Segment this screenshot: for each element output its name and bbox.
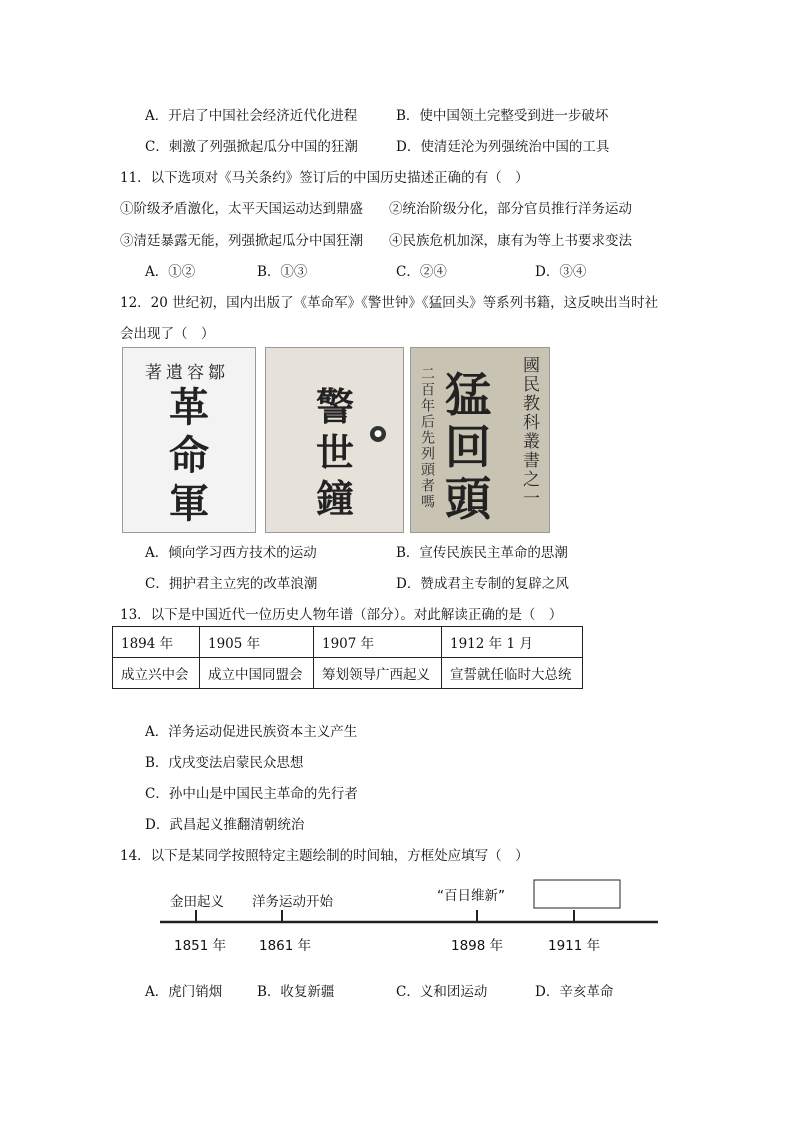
- q10-option-d: D．使清廷沦为列强统治中国的工具: [396, 139, 610, 155]
- cover2-title-char3: 鐘: [316, 476, 355, 521]
- q14-option-b: B．收复新疆: [257, 984, 335, 1000]
- q12-option-d: D．赞成君主专制的复辟之风: [396, 576, 569, 592]
- cover3-note: 二百年后先列頭者嗎: [419, 366, 435, 510]
- table-row-years: [113, 627, 583, 658]
- q13-option-b: B．戊戌变法启蒙民众思想: [145, 755, 304, 771]
- q14-option-d: D．辛亥革命: [535, 984, 614, 1000]
- cover3-title-char1: 猛: [445, 368, 491, 422]
- timeline-event-1: 金田起义: [170, 894, 224, 910]
- year-cell: 1912 年 1 月: [442, 627, 583, 658]
- year-cell: 1907 年: [314, 627, 442, 658]
- q11-option-b: B．①③: [257, 264, 308, 280]
- q11-option-c: C．②④: [396, 264, 447, 280]
- q12-book-covers: [122, 347, 552, 531]
- q14-option-a: A．虎门销烟: [145, 984, 223, 1000]
- book-cover-geming-jun: [122, 347, 256, 533]
- q13-option-c: C．孙中山是中国民主革命的先行者: [145, 786, 358, 802]
- q13-option-d: D．武昌起义推翻清朝统治: [145, 817, 305, 833]
- q12-stem-line1: 12．20 世纪初，国内出版了《革命军》《警世钟》《猛回头》等系列书籍，这反映出当时社: [120, 295, 659, 311]
- cover2-title-char2: 世: [316, 430, 355, 475]
- q13-stem: 13．以下是中国近代一位历史人物年谱（部分）。对此解读正确的是（ ）: [120, 607, 563, 623]
- cover3-title-char3: 頭: [445, 472, 491, 526]
- q11-statement-4: ④民族危机加深，康有为等上书要求变法: [389, 233, 632, 249]
- book-cover-meng-huitou: [410, 347, 550, 533]
- timeline-year-4: 1911 年: [548, 938, 601, 954]
- event-cell: 成立中国同盟会: [200, 658, 314, 689]
- cover3-series: 國民教科叢書之一: [519, 356, 539, 508]
- year-cell: 1905 年: [200, 627, 314, 658]
- cover1-title-char3: 軍: [169, 480, 209, 527]
- cover2-stamp-icon: ●: [370, 426, 386, 442]
- q14-option-c: C．义和团运动: [396, 984, 488, 1000]
- event-cell: 筹划领导广西起义: [314, 658, 442, 689]
- cover3-title-char2: 回: [445, 420, 491, 474]
- cover1-author: 著遺容鄒: [145, 363, 229, 383]
- table-row-events: [113, 658, 583, 689]
- q11-statement-2: ②统治阶级分化，部分官员推行洋务运动: [389, 201, 632, 217]
- book-cover-jingshi-zhong: [265, 347, 404, 533]
- event-cell: 宣誓就任临时大总统: [442, 658, 583, 689]
- q11-option-d: D．③④: [535, 264, 587, 280]
- q10-option-a: A．开启了中国社会经济近代化进程: [145, 108, 358, 124]
- timeline-event-3: “百日维新”: [437, 888, 505, 904]
- q12-option-a: A．倾向学习西方技术的运动: [145, 545, 317, 561]
- q11-statement-1: ①阶级矛盾激化，太平天国运动达到鼎盛: [120, 201, 363, 217]
- timeline-year-3: 1898 年: [451, 938, 504, 954]
- event-cell: 成立兴中会: [113, 658, 200, 689]
- q11-statement-3: ③清廷暴露无能，列强掀起瓜分中国狂潮: [120, 233, 363, 249]
- cover1-title-char2: 命: [169, 432, 209, 479]
- timeline-year-2: 1861 年: [259, 938, 312, 954]
- timeline-event-2: 洋务运动开始: [252, 894, 333, 910]
- timeline-year-1: 1851 年: [174, 938, 227, 954]
- q13-option-a: A．洋务运动促进民族资本主义产生: [145, 724, 358, 740]
- q13-chronology-table: [112, 626, 583, 689]
- q12-option-c: C．拥护君主立宪的改革浪潮: [145, 576, 318, 592]
- cover1-title-char1: 革: [169, 384, 209, 431]
- q14-timeline-axis: [160, 870, 660, 930]
- q11-stem: 11．以下选项对《马关条约》签订后的中国历史描述正确的有（ ）: [120, 170, 529, 186]
- cover2-title-char1: 警: [316, 384, 355, 429]
- q14-stem: 14．以下是某同学按照特定主题绘制的时间轴，方框处应填写（ ）: [120, 848, 529, 864]
- year-cell: 1894 年: [113, 627, 200, 658]
- q12-stem-line2: 会出现了（ ）: [120, 326, 215, 342]
- q10-option-b: B．使中国领土完整受到进一步破坏: [396, 108, 609, 124]
- answer-blank-box: [534, 880, 620, 908]
- q12-option-b: B．宣传民族民主革命的思潮: [396, 545, 568, 561]
- q11-option-a: A．①②: [145, 264, 196, 280]
- q10-option-c: C．刺激了列强掀起瓜分中国的狂潮: [145, 139, 358, 155]
